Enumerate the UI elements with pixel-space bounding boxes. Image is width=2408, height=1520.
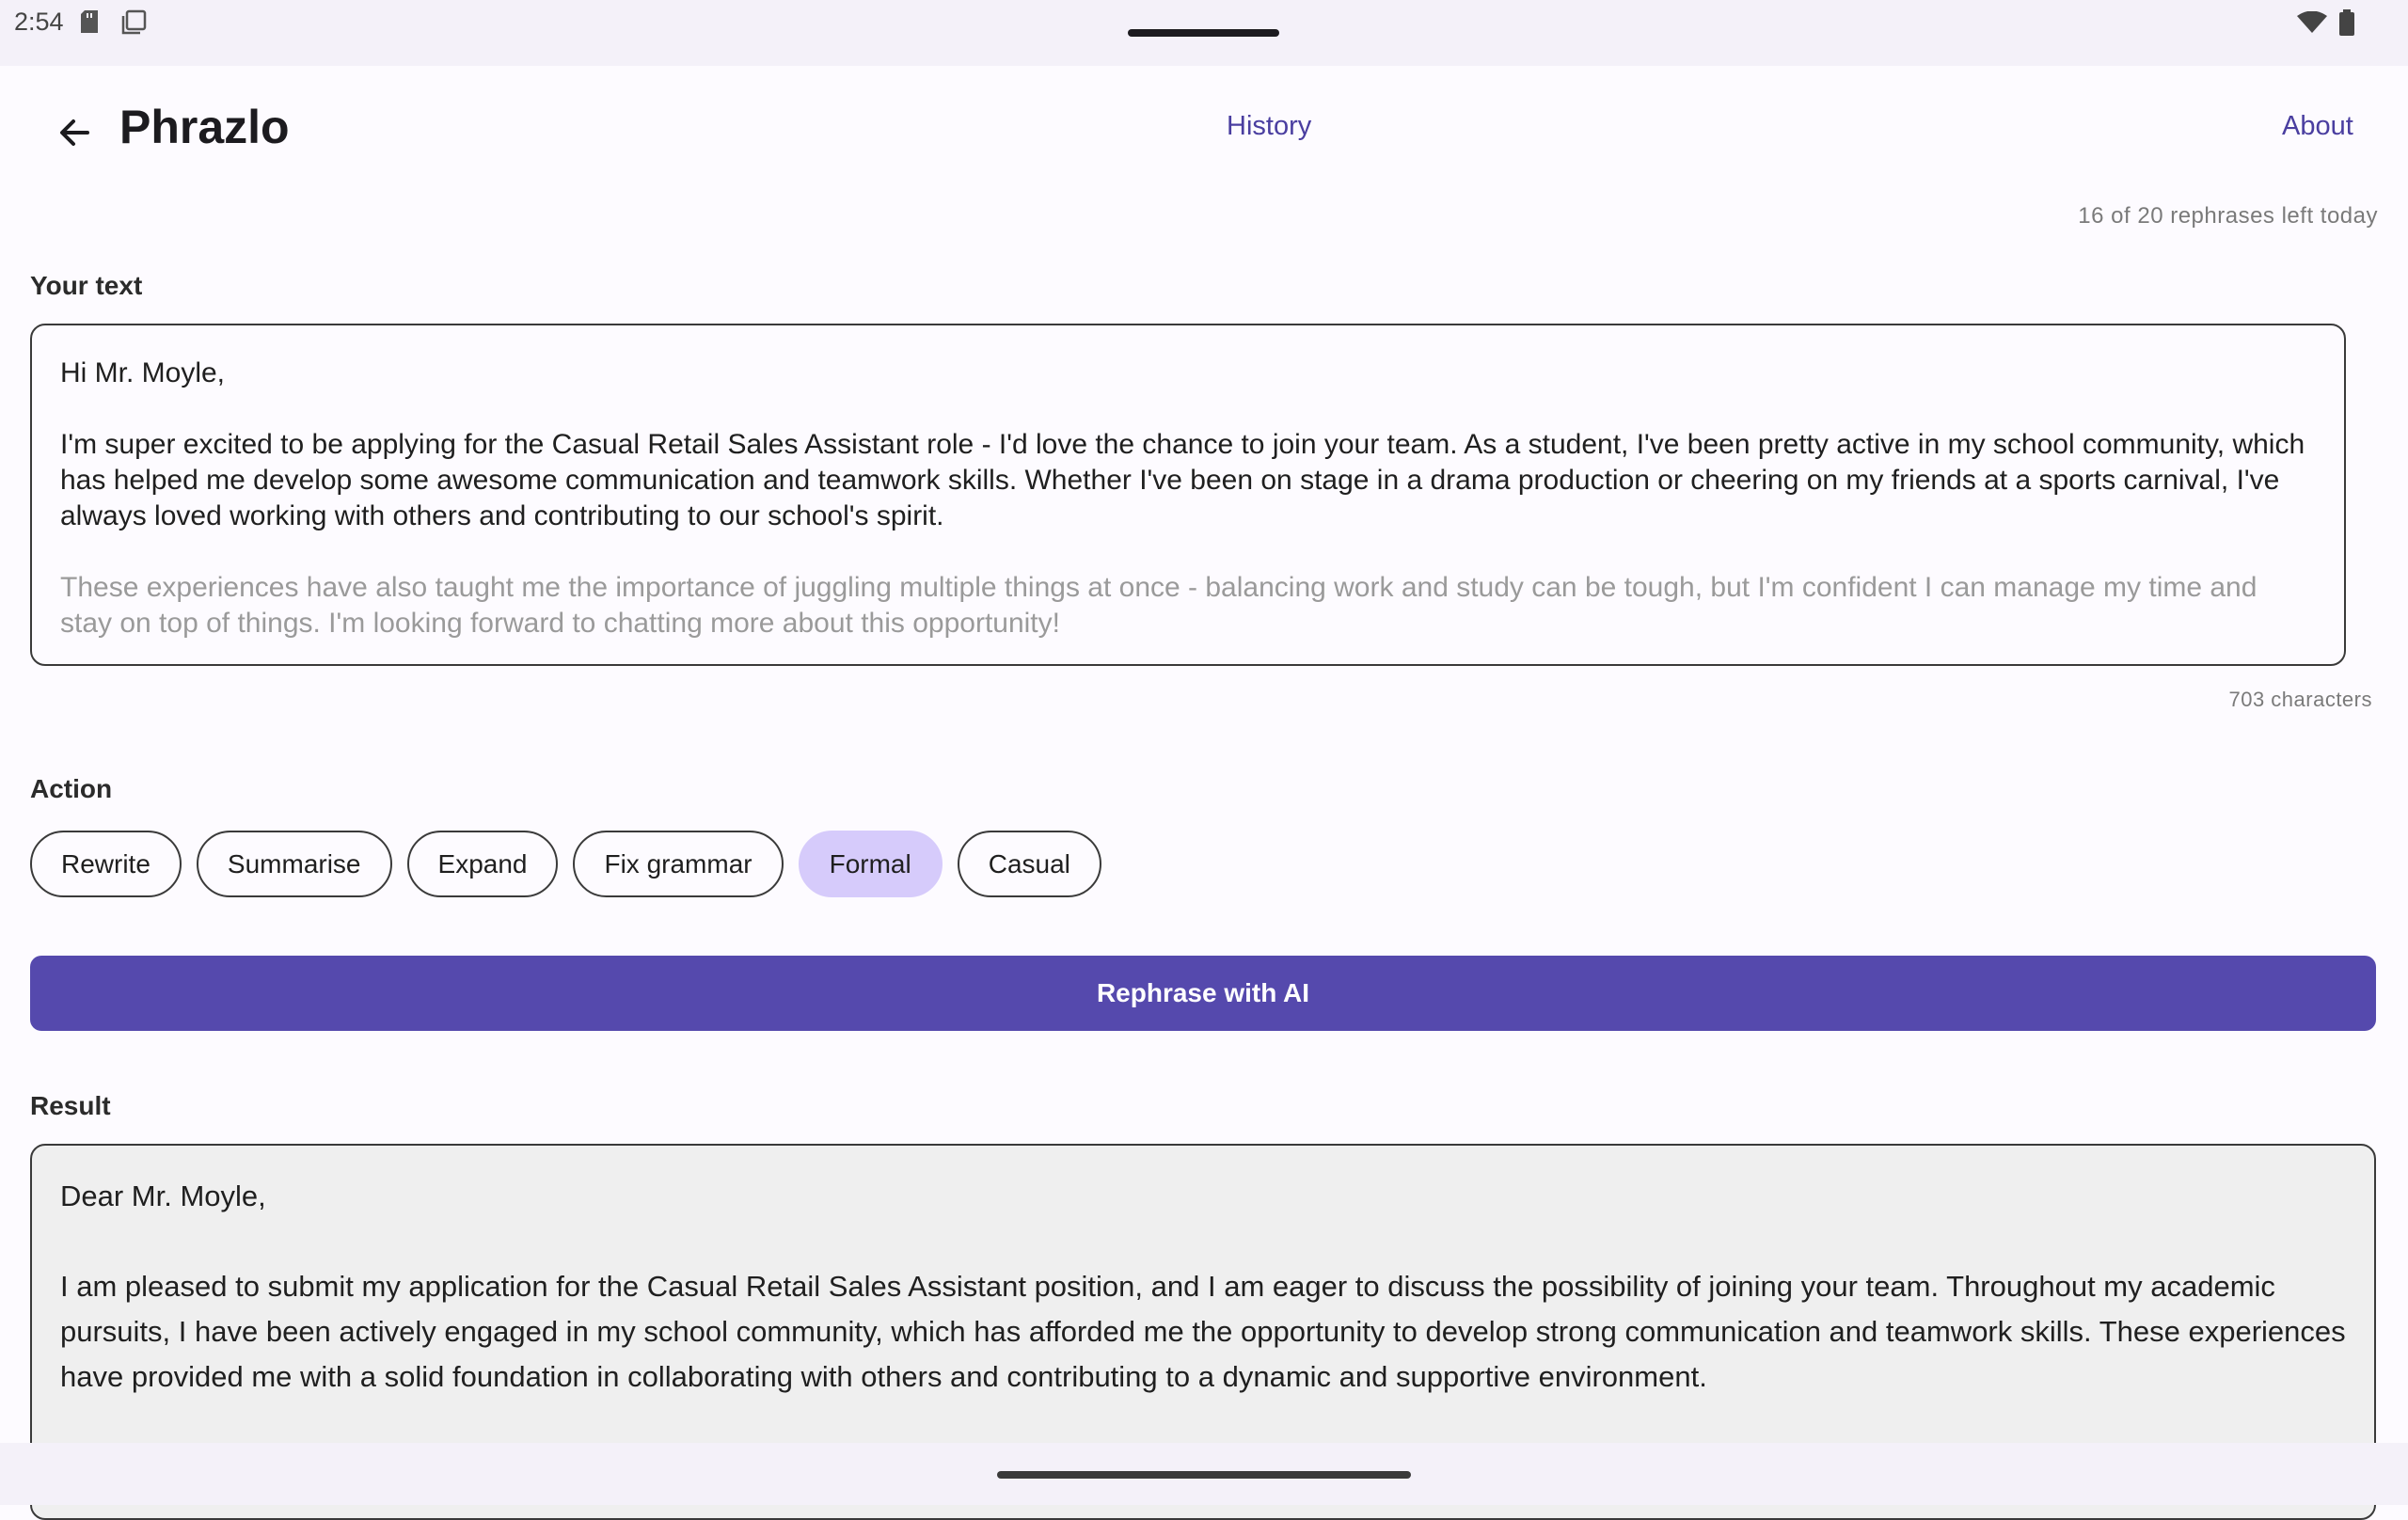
back-button[interactable] [47,105,102,160]
sd-card-icon [79,9,100,34]
character-count: 703 characters [2228,688,2372,711]
chip-formal[interactable]: Formal [799,831,943,897]
history-link[interactable]: History [1227,111,1312,141]
rephrase-button[interactable]: Rephrase with AI [30,956,2376,1031]
camera-notch [1128,29,1279,37]
app-title: Phrazlo [119,101,290,153]
chip-rewrite[interactable]: Rewrite [30,831,182,897]
wifi-icon [2297,11,2327,34]
action-label: Action [30,774,113,803]
quota-text: 16 of 20 rephrases left today [2078,203,2378,229]
app-bar [0,66,2408,188]
result-label: Result [30,1091,111,1120]
input-paragraph: Hi Mr. Moyle, [60,357,226,388]
battery-icon [2338,9,2355,36]
input-paragraph: I'm super excited to be applying for the Casual Retail Sales Assistant role - I'd love the chance to join your team. As a student, I've been pretty active in my school community, which has helped me develop some awesome communication and teamwork skills. Whether I've been on stage in a drama production or cheering on my friends at a sports carnival, I've always loved working with others and contributing to our school's spirit. [60,429,2313,531]
navigation-bar [0,1443,2408,1505]
result-paragraph: Dear Mr. Moyle, [60,1180,266,1212]
status-bar [0,0,2408,66]
screenshot-icon [120,9,147,36]
input-label: Your text [30,271,143,300]
input-paragraph: These experiences have also taught me the importance of juggling multiple things at once - balancing work and study can be tough, but I'm confident I can manage my time and stay on top of things. I'm looking forward to chatting more about this opportunity! [60,572,2265,639]
chip-fix-grammar[interactable]: Fix grammar [573,831,783,897]
result-paragraph: I am pleased to submit my application for the Casual Retail Sales Assistant position, and I am eager to discuss the possibility of joining your team. Throughout my academic pursuits, I have been actively engaged in my school community, which has afforded me the opportunity to develop strong communication and teamwork skills. These experiences have provided me with a solid foundation in collaborating with others and contributing to a dynamic and supportive environment. [60,1270,2346,1393]
arrow-back-icon [55,114,93,151]
chip-expand[interactable]: Expand [407,831,559,897]
home-indicator[interactable] [997,1471,1411,1479]
action-chip-group [30,831,1101,897]
status-time: 2:54 [14,8,64,36]
text-input-area[interactable] [30,324,2346,666]
chip-casual[interactable]: Casual [958,831,1101,897]
chip-summarise[interactable]: Summarise [197,831,392,897]
about-link[interactable]: About [2282,111,2353,141]
